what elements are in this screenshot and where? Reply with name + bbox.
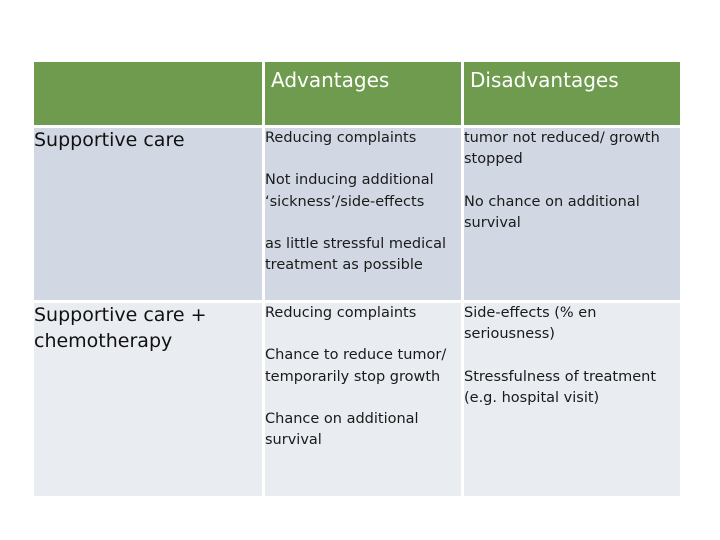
- advantage-item: Chance on additional survival: [265, 410, 419, 449]
- table-row: [34, 303, 680, 496]
- advantages-cell: [265, 303, 461, 496]
- table-header-row: [34, 62, 680, 125]
- header-advantages: Advantages: [265, 62, 461, 125]
- table-row: [34, 128, 680, 300]
- header-disadvantages: Disadvantages: [464, 62, 680, 125]
- advantage-item: Reducing complaints: [265, 305, 417, 321]
- header-empty-cell: [34, 62, 262, 125]
- row-label: Supportive care: [34, 128, 262, 300]
- disadvantages-cell: [464, 303, 680, 496]
- advantage-item: Reducing complaints: [265, 130, 417, 146]
- advantage-item: Chance to reduce tumor/ temporarily stop growth: [265, 347, 447, 385]
- disadvantage-item: tumor not reduced/ growth stopped: [464, 130, 660, 168]
- disadvantage-item: Side-effects (% en seriousness): [464, 305, 597, 343]
- comparison-table-wrapper: [31, 59, 683, 499]
- disadvantages-cell: [464, 128, 680, 300]
- disadvantage-item: No chance on additional survival: [464, 193, 640, 231]
- row-label: Supportive care + chemotherapy: [34, 303, 262, 496]
- advantages-cell: [265, 128, 461, 300]
- comparison-table: [31, 59, 683, 499]
- disadvantage-item: Stressfulness of treatment (e.g. hospital visit): [464, 368, 657, 406]
- advantage-item: Not inducing additional ‘sickness’/side-effects: [265, 172, 434, 210]
- advantage-item: as little stressful medical treatment as possible: [265, 235, 447, 274]
